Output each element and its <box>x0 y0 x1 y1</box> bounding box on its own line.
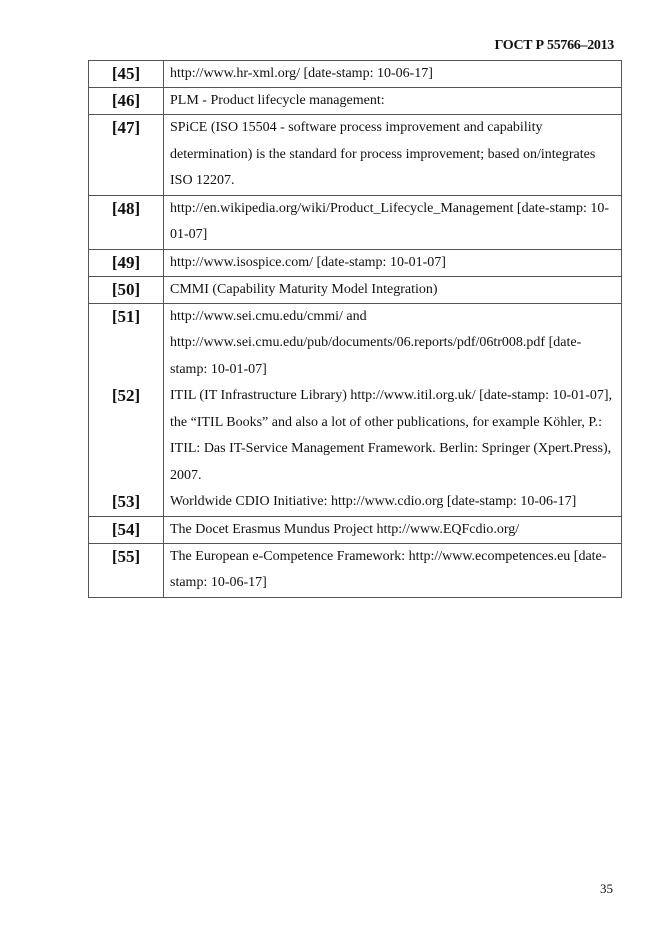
reference-text: http://www.hr-xml.org/ [date-stamp: 10-06-17] <box>164 61 622 88</box>
table-row <box>89 543 622 597</box>
reference-number: [53] <box>89 489 164 516</box>
reference-text: The European e-Competence Framework: http://www.ecompetences.eu [date-stamp: 10-06-17] <box>164 543 622 597</box>
reference-number: [52] <box>89 383 164 489</box>
reference-text: CMMI (Capability Maturity Model Integration) <box>164 276 622 303</box>
reference-number: [45] <box>89 61 164 88</box>
reference-number: [46] <box>89 88 164 115</box>
reference-number: [51] <box>89 303 164 383</box>
reference-number: [54] <box>89 516 164 543</box>
table-row <box>89 516 622 543</box>
reference-text: http://www.sei.cmu.edu/cmmi/ and http://www.sei.cmu.edu/pub/documents/06.reports/pdf/06tr008.pdf [date-stamp: 10-01-07] <box>164 303 622 383</box>
reference-text: http://www.isospice.com/ [date-stamp: 10-01-07] <box>164 249 622 276</box>
reference-text: http://en.wikipedia.org/wiki/Product_Lifecycle_Management [date-stamp: 10-01-07] <box>164 195 622 249</box>
table-row <box>89 276 622 303</box>
table-row <box>89 489 622 516</box>
reference-text: SPiCE (ISO 15504 - software process improvement and capability determination) is the standard for process improvement; based on/integrates ISO 12207. <box>164 115 622 196</box>
page-number: 35 <box>600 881 613 896</box>
reference-number: [47] <box>89 115 164 196</box>
table-row <box>89 88 622 115</box>
reference-number: [55] <box>89 543 164 597</box>
reference-text: Worldwide CDIO Initiative: http://www.cdio.org [date-stamp: 10-06-17] <box>164 489 622 516</box>
references-table <box>88 60 622 598</box>
reference-text: The Docet Erasmus Mundus Project http://www.EQFcdio.org/ <box>164 516 622 543</box>
reference-text: ITIL (IT Infrastructure Library) http://www.itil.org.uk/ [date-stamp: 10-01-07], the “ITIL Books” and also a lot of other publications, for example Köhler, P.: ITIL: Das IT-Service Management Framework. Berlin: Springer (Xpert.Press), 2007. <box>164 383 622 489</box>
table-row <box>89 195 622 249</box>
document-standard-code: ГОСТ Р 55766–2013 <box>494 38 614 53</box>
reference-text: PLM - Product lifecycle management: <box>164 88 622 115</box>
table-row <box>89 115 622 196</box>
reference-number: [48] <box>89 195 164 249</box>
reference-number: [50] <box>89 276 164 303</box>
table-row <box>89 61 622 88</box>
reference-number: [49] <box>89 249 164 276</box>
table-row <box>89 303 622 383</box>
table-row <box>89 383 622 489</box>
table-row <box>89 249 622 276</box>
